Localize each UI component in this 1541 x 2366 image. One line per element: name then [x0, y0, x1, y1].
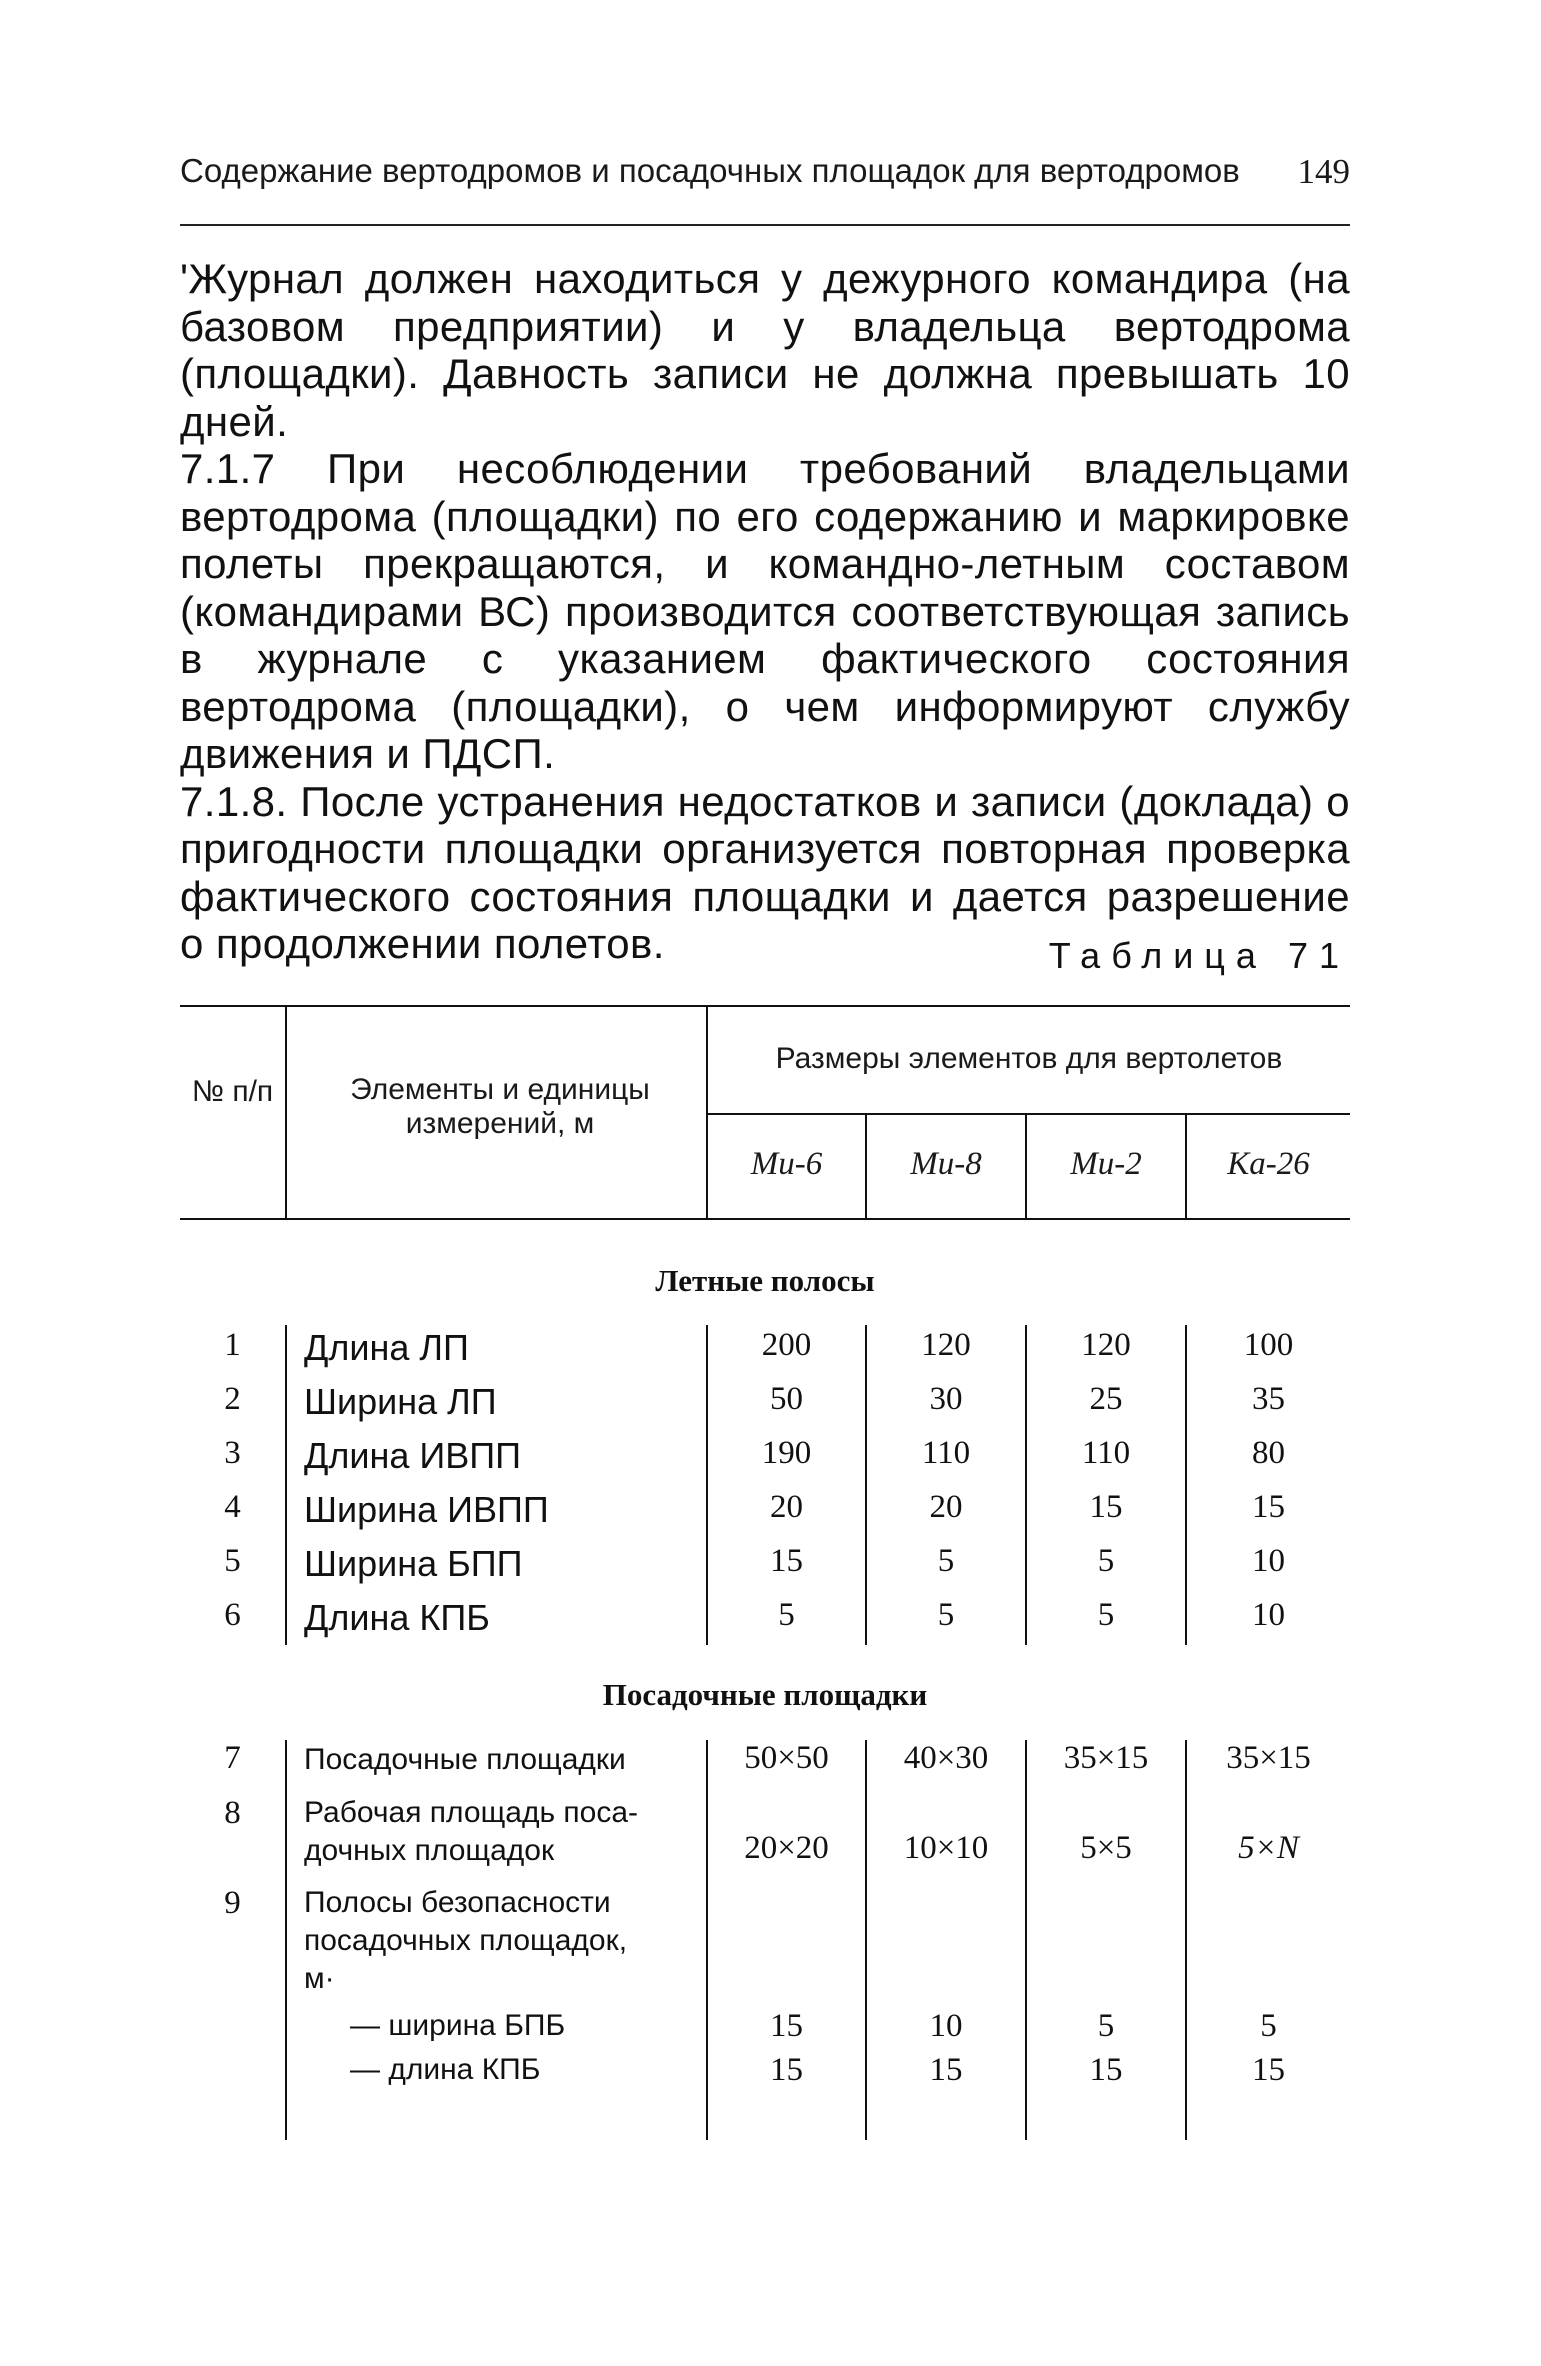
- cell-mi2: 15: [1089, 1489, 1123, 1525]
- row-num: 4: [224, 1489, 241, 1525]
- cell-mi8: 110: [921, 1435, 971, 1471]
- table-row: [180, 1795, 1350, 1885]
- row-num: 9: [224, 1885, 241, 1921]
- header-elements: Элементы и единицы измерений, м: [350, 1073, 650, 1140]
- cell-mi2: 5: [1097, 2008, 1115, 2044]
- row-name-line3: м·: [304, 1962, 335, 1995]
- cell-mi8: 30: [929, 1381, 963, 1417]
- cell-mi2: 25: [1089, 1381, 1123, 1417]
- header-bottom-rule: [180, 1218, 1350, 1220]
- cell-ka26: 10: [1252, 1543, 1285, 1579]
- cell-ka26: 35: [1252, 1381, 1285, 1417]
- cell-ka26: 100: [1243, 1327, 1294, 1363]
- paragraph-7-1-8: 7.1.8. После устранения недостатков и записи (доклада) о пригодности площадки организуется повторная проверка фактического состояния площадки и дается разрешение о продолжении полетов.: [180, 777, 1350, 967]
- paragraph-journal: 'Журнал должен находиться у дежурного командира (на базовом предприятии) и у владельца вертодрома (площадки). Давность записи не должна превышать 10 дней.: [180, 255, 1350, 445]
- row-num: 5: [224, 1543, 241, 1579]
- header-col-mi2: Ми-2: [1070, 1146, 1142, 1182]
- cell-ka26: 5: [1260, 2008, 1277, 2044]
- row-num: 2: [224, 1381, 241, 1417]
- row-num: 7: [224, 1740, 241, 1776]
- header-col-mi8: Ми-8: [910, 1146, 982, 1182]
- cell-mi8: 5: [937, 1543, 955, 1579]
- section-landing-pads: Посадочные площадки: [602, 1677, 928, 1712]
- row-name: Ширина БПП: [304, 1543, 523, 1584]
- cell-mi6: 50×50: [744, 1740, 829, 1776]
- header-num: № п/п: [191, 1075, 274, 1108]
- cell-mi2: 110: [1081, 1435, 1131, 1471]
- row-name: Длина ИВПП: [304, 1435, 522, 1476]
- table-row: [180, 1489, 1350, 1541]
- running-title: Содержание вертодромов и посадочных площадок для вертодромов: [180, 152, 1240, 189]
- cell-ka26: 5×N: [1238, 1830, 1299, 1866]
- cell-ka26: 15: [1252, 1489, 1285, 1525]
- cell-mi2: 15: [1089, 2052, 1123, 2088]
- cell-mi6: 5: [778, 1597, 795, 1633]
- cell-mi6: 50: [770, 1381, 803, 1417]
- table-row: [180, 1740, 1350, 1792]
- row-name: Ширина ЛП: [304, 1381, 497, 1422]
- header-sizes: Размеры элементов для вертолетов: [775, 1042, 1283, 1075]
- table-row: [180, 1597, 1350, 1649]
- table-row: [180, 2052, 1350, 2104]
- cell-mi2: 5: [1097, 1543, 1115, 1579]
- row-name-line2: посадочных площадок,: [304, 1924, 628, 1957]
- cell-mi6: 20×20: [744, 1830, 829, 1866]
- col-divider-num: [285, 1005, 287, 1218]
- table-caption: Таблица 71: [1048, 935, 1350, 976]
- row-name-line2: дочных площадок: [304, 1834, 555, 1867]
- table-row: [180, 1381, 1350, 1433]
- page-number: 149: [1297, 152, 1350, 191]
- cell-mi6: 20: [770, 1489, 803, 1525]
- body-text: [180, 255, 1350, 968]
- cell-ka26: 10: [1252, 1597, 1285, 1633]
- table-71: [180, 1005, 1350, 2145]
- cell-mi8: 120: [921, 1327, 971, 1363]
- paragraph-7-1-7: 7.1.7 При несоблюдении требований владельцами вертодрома (площадки) по его содержанию и маркировке полеты прекращаются, и командно-летным составом (командирами ВС) производится соответствующая запись в журнале с указанием фактического состояния вертодрома (площадки), о чем информируют службу движения и ПДСП.: [180, 445, 1350, 777]
- cell-mi8: 5: [937, 1597, 955, 1633]
- cell-mi2: 35×15: [1063, 1740, 1149, 1776]
- header-col-ka26: Ка-26: [1227, 1146, 1310, 1182]
- table-row: [180, 1543, 1350, 1595]
- header-col-mi6: Ми-6: [750, 1146, 823, 1182]
- cell-ka26: 35×15: [1226, 1740, 1311, 1776]
- cell-ka26: 80: [1252, 1435, 1285, 1471]
- table-row: [180, 1327, 1350, 1379]
- cell-mi8: 40×30: [903, 1740, 989, 1776]
- header-split-rule: [708, 1113, 1350, 1115]
- row-num: 1: [224, 1327, 241, 1363]
- page-header: [180, 142, 1350, 202]
- cell-mi8: 15: [929, 2052, 963, 2088]
- cell-mi8: 10: [929, 2008, 963, 2044]
- row-name-line1: Рабочая площадь поса-: [304, 1796, 639, 1829]
- table-top-rule: [180, 1005, 1350, 1007]
- table-row: [180, 1435, 1350, 1487]
- cell-ka26: 15: [1252, 2052, 1285, 2088]
- col-divider-elements: [706, 1005, 708, 1218]
- cell-mi2: 5: [1097, 1597, 1115, 1633]
- cell-mi6: 190: [761, 1435, 812, 1471]
- cell-mi6: 200: [761, 1327, 812, 1363]
- row-name-line1: Полосы безопасности: [304, 1886, 611, 1919]
- row-name: Посадочные площадки: [304, 1743, 626, 1776]
- row-name: Длина КПБ: [304, 1597, 490, 1638]
- cell-mi2: 5×5: [1080, 1830, 1132, 1866]
- cell-mi8: 20: [929, 1489, 963, 1525]
- section-flight-strips: Летные полосы: [655, 1263, 875, 1298]
- row-num: 8: [224, 1795, 241, 1831]
- header-rule: [180, 224, 1350, 226]
- cell-mi8: 10×10: [903, 1830, 989, 1866]
- row-name: Ширина ИВПП: [304, 1489, 549, 1530]
- row-name: — ширина БПБ: [350, 2009, 566, 2042]
- row-name: — длина КПБ: [350, 2053, 541, 2086]
- row-num: 3: [224, 1435, 241, 1471]
- cell-mi6: 15: [770, 2052, 803, 2088]
- row-num: 6: [224, 1597, 241, 1633]
- row-name: Длина ЛП: [304, 1327, 469, 1368]
- cell-mi6: 15: [770, 2008, 803, 2044]
- cell-mi2: 120: [1081, 1327, 1131, 1363]
- table-row: [180, 1885, 1350, 2005]
- cell-mi6: 15: [770, 1543, 803, 1579]
